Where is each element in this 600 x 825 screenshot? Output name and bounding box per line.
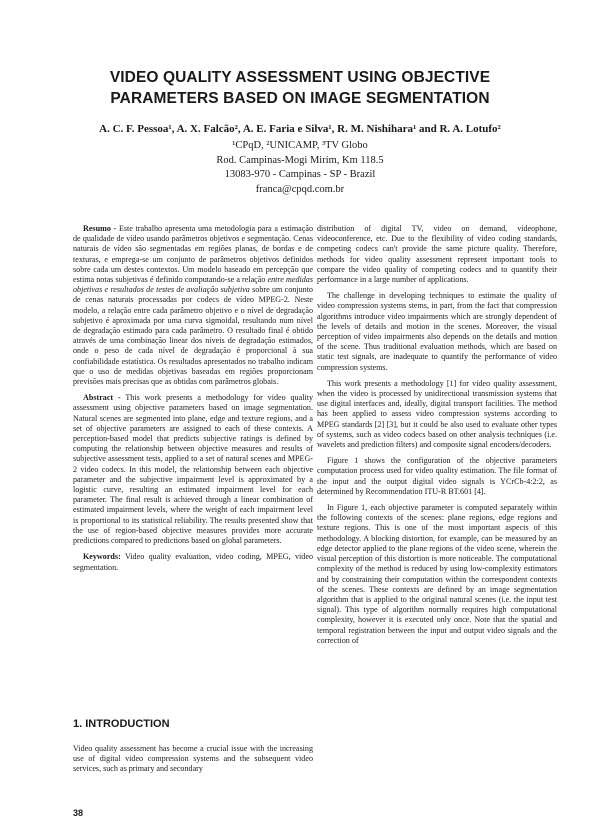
author-list: A. C. F. Pessoa¹, A. X. Falcão², A. E. Faria e Silva¹, R. M. Nishihara¹ and R. A. Lotufo² (99, 123, 501, 135)
resumo-italic: entre medidas objetivas e resultados de testes de avaliação subjetiva (73, 275, 313, 295)
resumo-text-a: Este trabalho apresenta uma metodologia para a estimação de qualidade de vídeo usando parâmetros objetivos e segmentação. Cenas naturais de vídeo são segmentadas em regiões planas, de bordas e de texturas, e emprega-se um conjunto de parâmetros objetivos definidos sobre cada um destes contextos. Um modelo baseado em percepção que estima notas subjetivas é definido computando-se a relação (73, 224, 313, 285)
right-paragraph-3: This work presents a methodology [1] for video quality assessment, when the video is processed by unidirectional transmission systems that use digital interfaces and, ideally, digital transport facilities. The method has been applied to assess video compression systems according to MPEG standards [2] [3], but it could be also used to evaluate other types of systems, such as video codecs based on other analysis techniques (i.e. wavelets and prediction filters) and composite signal encoders/decoders. (317, 378, 557, 450)
affiliation-block (40, 139, 560, 197)
keywords-paragraph (73, 552, 313, 572)
paper-title (40, 67, 560, 109)
keywords-label: Keywords: (83, 552, 121, 562)
resumo-paragraph (73, 224, 313, 387)
affiliation-line-1: ¹CPqD, ²UNICAMP, ³TV Globo (232, 140, 368, 151)
affiliation-line-2: Rod. Campinas-Mogi Mirim, Km 118.5 (216, 154, 384, 166)
right-paragraph-1: distribution of digital TV, video on demand, videophone, videoconference, etc. Due to the flexibility of video coding standards, competing codecs can't provide the same picture quality. Therefore, methods for video quality assessment represent important tools to compare the video quality of competing codecs and to quantify their performance in a large number of applications. (317, 224, 557, 285)
keywords-text: Video quality evaluation, video coding, MPEG, video segmentation. (73, 552, 313, 572)
page-number: 38 (73, 808, 84, 818)
left-column (73, 224, 313, 579)
abstract-text: This work presents a methodology for video quality assessment using objective parameters based on image segmentation. Natural scenes are segmented into plane, edge and texture regions, and a set of objective parameters are assigned to each of these contexts. A perception-based model that predicts subjective ratings is defined by computing the relationship between objective measures and results of subjective assessment tests, applied to a set of natural scenes and MPEG-2 video codecs. In this model, the relationship between each objective parameter and the subjective impairment level is approximated by a logistic curve, resulting an estimated impairment level for each parameter. The final result is achieved through a linear combination of estimated impairment levels, where the weight of each impairment level is proportional to its statistical reliability. The results presented show that the use of region-based objective measures provides more accurate predictions compared to predictions based on global parameters. (73, 393, 313, 546)
affiliation-email: franca@cpqd.com.br (255, 183, 345, 195)
affiliation-line-3: 13083-970 - Campinas - SP - Brazil (224, 169, 376, 180)
right-paragraph-5: In Figure 1, each objective parameter is computed separately within the following contexts of the scenes: plane regions, edge regions and texture regions. This is one of the most important aspects of this methodology. A blocking distortion, for example, can be measured by an edge detector applied to the plane regions of the video scene, wherein the visual perception of this distortion is more noticeable. The computational complexity of the method is reduced by using low-complexity estimators and by constraining their computation within the correspondent contexts of the scenes. These contexts are defined by an image segmentation algorithm that is applied to the original natural scenes (i.e. the input test signal). This type of algorithm normally requires high computational complexity, however it is executed only once. Note that the spatial and temporal registration between the input and output video signals and the correction of (317, 503, 557, 645)
section-heading-introduction: 1. INTRODUCTION (73, 718, 170, 730)
right-column (317, 224, 557, 652)
introduction-paragraph: Video quality assessment has become a crucial issue with the increasing use of digital video compression systems and the subsequent video services, such as primary and secondary (73, 744, 313, 774)
resumo-text-b: sobre um conjunto de cenas naturais processadas por codecs de vídeo MPEG-2. Neste modelo, a relação entre cada parâmetro objetivo e o nível de degradação subjetivo é aproximada por uma curva sigmoidal, resultando num nível de degradação estimado para cada parâmetro. O resultado final é obtido através de uma combinação linear dos níveis de degradação estimados, onde o peso de cada nível de degradação é proporcional à sua confiabilidade estatística. Os resultados apresentados no trabalho indicam que o uso de medidas objetivas baseadas em regiões proporcionam previsões mais precisas que as obtidas com parâmetros globais. (73, 285, 313, 387)
abstract-paragraph (73, 393, 313, 546)
title-line-1: VIDEO QUALITY ASSESSMENT USING OBJECTIVE (109, 69, 491, 86)
right-paragraph-4: Figure 1 shows the configuration of the objective parameters computation process used for video quality estimation. The file format of the input and the output digital video signals is YCrCb-4:2:2, as determined by Recommendation ITU-R BT.601 [4]. (317, 456, 557, 496)
resumo-label: Resumo - (83, 224, 117, 233)
abstract-label: Abstract - (83, 393, 121, 403)
title-line-2: PARAMETERS BASED ON IMAGE SEGMENTATION (110, 90, 490, 107)
right-paragraph-2: The challenge in developing techniques to estimate the quality of video compression systems stems, in part, from the fact that compression algorithms introduce video impairments which are strongly dependent of the levels of details and motion in the scenes. Moreover, the visual perception of video impairments also depends on the details and motion of the scene. Thus traditional evaluation methods, which are based on static test signals, are inadequate to quantify the performance of video compression systems. (317, 291, 557, 372)
